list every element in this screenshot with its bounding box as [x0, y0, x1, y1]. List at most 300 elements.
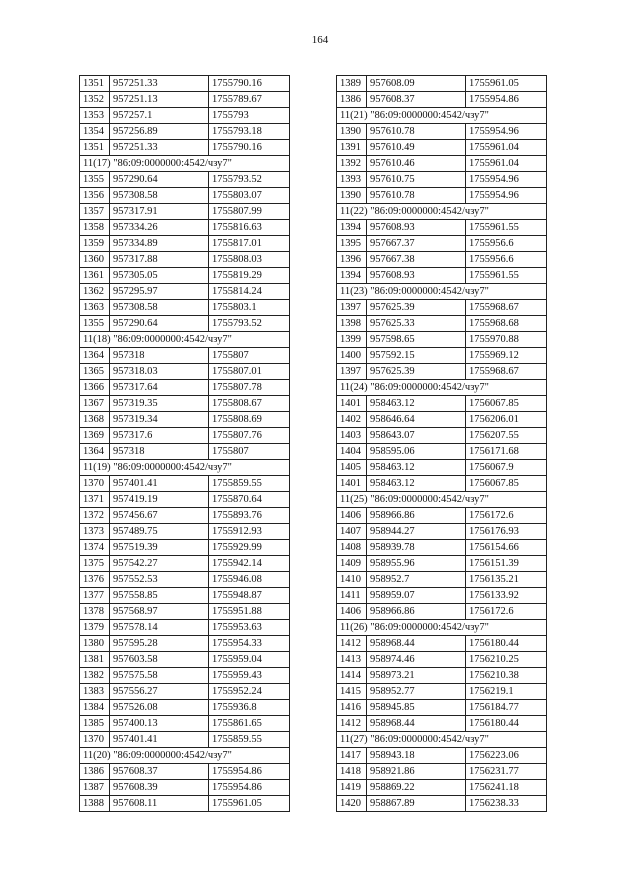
point-number-cell: 1414 [337, 668, 367, 684]
x-coordinate-cell: 957251.13 [110, 92, 209, 108]
section-label: 11(26) "86:09:0000000:4542/чзу7" [337, 620, 547, 636]
point-number-cell: 1406 [337, 604, 367, 620]
point-number-cell: 1381 [80, 652, 110, 668]
y-coordinate-cell: 1755790.16 [209, 140, 290, 156]
table-row [337, 156, 547, 172]
x-coordinate-cell: 957489.75 [110, 524, 209, 540]
table-row [80, 300, 290, 316]
x-coordinate-cell: 957317.6 [110, 428, 209, 444]
x-coordinate-cell: 957334.89 [110, 236, 209, 252]
x-coordinate-cell: 957592.15 [367, 348, 466, 364]
section-header-row [337, 204, 547, 220]
point-number-cell: 1419 [337, 780, 367, 796]
x-coordinate-cell: 957257.1 [110, 108, 209, 124]
x-coordinate-cell: 957456.67 [110, 508, 209, 524]
point-number-cell: 1408 [337, 540, 367, 556]
y-coordinate-cell: 1755959.04 [209, 652, 290, 668]
y-coordinate-cell: 1755807.01 [209, 364, 290, 380]
y-coordinate-cell: 1756210.38 [466, 668, 547, 684]
y-coordinate-cell: 1755819.29 [209, 268, 290, 284]
section-label: 11(19) "86:09:0000000:4542/чзу7" [80, 460, 290, 476]
table-row [80, 796, 290, 812]
point-number-cell: 1385 [80, 716, 110, 732]
table-row [80, 220, 290, 236]
x-coordinate-cell: 957667.37 [367, 236, 466, 252]
x-coordinate-cell: 957608.39 [110, 780, 209, 796]
point-number-cell: 1370 [80, 476, 110, 492]
y-coordinate-cell: 1755814.24 [209, 284, 290, 300]
x-coordinate-cell: 957578.14 [110, 620, 209, 636]
section-label: 11(20) "86:09:0000000:4542/чзу7" [80, 748, 290, 764]
point-number-cell: 1393 [337, 172, 367, 188]
right-coordinate-table-container [336, 75, 547, 812]
y-coordinate-cell: 1755793.52 [209, 172, 290, 188]
point-number-cell: 1402 [337, 412, 367, 428]
point-number-cell: 1391 [337, 140, 367, 156]
point-number-cell: 1364 [80, 348, 110, 364]
y-coordinate-cell: 1755954.96 [466, 172, 547, 188]
point-number-cell: 1397 [337, 364, 367, 380]
point-number-cell: 1417 [337, 748, 367, 764]
table-row [337, 556, 547, 572]
y-coordinate-cell: 1755808.67 [209, 396, 290, 412]
point-number-cell: 1366 [80, 380, 110, 396]
y-coordinate-cell: 1755956.6 [466, 236, 547, 252]
x-coordinate-cell: 957608.37 [367, 92, 466, 108]
point-number-cell: 1375 [80, 556, 110, 572]
table-row [337, 572, 547, 588]
table-row [337, 332, 547, 348]
y-coordinate-cell: 1756223.06 [466, 748, 547, 764]
y-coordinate-cell: 1755946.08 [209, 572, 290, 588]
x-coordinate-cell: 958955.96 [367, 556, 466, 572]
x-coordinate-cell: 957558.85 [110, 588, 209, 604]
table-row [337, 140, 547, 156]
x-coordinate-cell: 957667.38 [367, 252, 466, 268]
x-coordinate-cell: 957251.33 [110, 76, 209, 92]
point-number-cell: 1404 [337, 444, 367, 460]
x-coordinate-cell: 958952.77 [367, 684, 466, 700]
point-number-cell: 1409 [337, 556, 367, 572]
table-row [80, 348, 290, 364]
point-number-cell: 1387 [80, 780, 110, 796]
x-coordinate-cell: 957552.53 [110, 572, 209, 588]
table-row [337, 252, 547, 268]
y-coordinate-cell: 1756231.77 [466, 764, 547, 780]
x-coordinate-cell: 958939.78 [367, 540, 466, 556]
point-number-cell: 1410 [337, 572, 367, 588]
point-number-cell: 1401 [337, 396, 367, 412]
y-coordinate-cell: 1755968.68 [466, 316, 547, 332]
point-number-cell: 1364 [80, 444, 110, 460]
x-coordinate-cell: 958973.21 [367, 668, 466, 684]
x-coordinate-cell: 957610.49 [367, 140, 466, 156]
y-coordinate-cell: 1756206.01 [466, 412, 547, 428]
table-row [337, 508, 547, 524]
page-number: 164 [311, 34, 329, 46]
table-row [337, 636, 547, 652]
x-coordinate-cell: 958646.64 [367, 412, 466, 428]
x-coordinate-cell: 957334.26 [110, 220, 209, 236]
point-number-cell: 1382 [80, 668, 110, 684]
point-number-cell: 1389 [337, 76, 367, 92]
table-row [80, 572, 290, 588]
point-number-cell: 1356 [80, 188, 110, 204]
point-number-cell: 1403 [337, 428, 367, 444]
x-coordinate-cell: 958966.86 [367, 508, 466, 524]
table-row [337, 316, 547, 332]
y-coordinate-cell: 1755961.04 [466, 140, 547, 156]
table-row [80, 556, 290, 572]
point-number-cell: 1368 [80, 412, 110, 428]
y-coordinate-cell: 1756135.21 [466, 572, 547, 588]
x-coordinate-cell: 957610.75 [367, 172, 466, 188]
point-number-cell: 1397 [337, 300, 367, 316]
point-number-cell: 1374 [80, 540, 110, 556]
point-number-cell: 1383 [80, 684, 110, 700]
y-coordinate-cell: 1755808.69 [209, 412, 290, 428]
table-row [80, 380, 290, 396]
point-number-cell: 1365 [80, 364, 110, 380]
table-row [80, 140, 290, 156]
section-header-row [337, 492, 547, 508]
table-row [337, 364, 547, 380]
x-coordinate-cell: 957318 [110, 444, 209, 460]
y-coordinate-cell: 1755961.04 [466, 156, 547, 172]
point-number-cell: 1363 [80, 300, 110, 316]
y-coordinate-cell: 1755793.52 [209, 316, 290, 332]
x-coordinate-cell: 958944.27 [367, 524, 466, 540]
point-number-cell: 1373 [80, 524, 110, 540]
table-row [80, 476, 290, 492]
y-coordinate-cell: 1756172.6 [466, 508, 547, 524]
table-row [80, 732, 290, 748]
table-row [80, 588, 290, 604]
x-coordinate-cell: 957319.35 [110, 396, 209, 412]
y-coordinate-cell: 1755793 [209, 108, 290, 124]
y-coordinate-cell: 1755803.1 [209, 300, 290, 316]
point-number-cell: 1361 [80, 268, 110, 284]
y-coordinate-cell: 1755961.55 [466, 268, 547, 284]
y-coordinate-cell: 1756210.25 [466, 652, 547, 668]
point-number-cell: 1351 [80, 140, 110, 156]
table-row [80, 76, 290, 92]
x-coordinate-cell: 957308.58 [110, 300, 209, 316]
x-coordinate-cell: 957556.27 [110, 684, 209, 700]
x-coordinate-cell: 957608.93 [367, 268, 466, 284]
y-coordinate-cell: 1755893.76 [209, 508, 290, 524]
y-coordinate-cell: 1755954.86 [209, 780, 290, 796]
y-coordinate-cell: 1755954.86 [209, 764, 290, 780]
x-coordinate-cell: 957610.46 [367, 156, 466, 172]
left-coordinate-table [79, 75, 290, 812]
table-row [337, 764, 547, 780]
table-row [80, 508, 290, 524]
point-number-cell: 1406 [337, 508, 367, 524]
y-coordinate-cell: 1755954.33 [209, 636, 290, 652]
table-row [337, 652, 547, 668]
y-coordinate-cell: 1755793.18 [209, 124, 290, 140]
point-number-cell: 1371 [80, 492, 110, 508]
section-label: 11(21) "86:09:0000000:4542/чзу7" [337, 108, 547, 124]
y-coordinate-cell: 1756151.39 [466, 556, 547, 572]
point-number-cell: 1352 [80, 92, 110, 108]
table-row [337, 428, 547, 444]
point-number-cell: 1386 [337, 92, 367, 108]
section-label: 11(23) "86:09:0000000:4542/чзу7" [337, 284, 547, 300]
point-number-cell: 1413 [337, 652, 367, 668]
table-row [80, 204, 290, 220]
point-number-cell: 1386 [80, 764, 110, 780]
y-coordinate-cell: 1756133.92 [466, 588, 547, 604]
x-coordinate-cell: 958959.07 [367, 588, 466, 604]
point-number-cell: 1379 [80, 620, 110, 636]
table-row [337, 684, 547, 700]
table-row [80, 236, 290, 252]
point-number-cell: 1392 [337, 156, 367, 172]
table-row [80, 396, 290, 412]
table-row [80, 412, 290, 428]
x-coordinate-cell: 958952.7 [367, 572, 466, 588]
y-coordinate-cell: 1756207.55 [466, 428, 547, 444]
y-coordinate-cell: 1755952.24 [209, 684, 290, 700]
section-header-row [337, 620, 547, 636]
x-coordinate-cell: 957319.34 [110, 412, 209, 428]
point-number-cell: 1399 [337, 332, 367, 348]
y-coordinate-cell: 1755961.05 [209, 796, 290, 812]
table-row [337, 540, 547, 556]
y-coordinate-cell: 1755912.93 [209, 524, 290, 540]
table-row [337, 236, 547, 252]
section-header-row [337, 380, 547, 396]
y-coordinate-cell: 1755970.88 [466, 332, 547, 348]
y-coordinate-cell: 1755870.64 [209, 492, 290, 508]
point-number-cell: 1412 [337, 716, 367, 732]
point-number-cell: 1416 [337, 700, 367, 716]
point-number-cell: 1357 [80, 204, 110, 220]
table-row [337, 300, 547, 316]
point-number-cell: 1407 [337, 524, 367, 540]
y-coordinate-cell: 1755968.67 [466, 300, 547, 316]
table-row [80, 620, 290, 636]
table-row [80, 604, 290, 620]
y-coordinate-cell: 1755807 [209, 348, 290, 364]
y-coordinate-cell: 1755859.55 [209, 732, 290, 748]
y-coordinate-cell: 1755789.67 [209, 92, 290, 108]
point-number-cell: 1411 [337, 588, 367, 604]
table-row [337, 716, 547, 732]
point-number-cell: 1384 [80, 700, 110, 716]
x-coordinate-cell: 957290.64 [110, 172, 209, 188]
table-row [337, 604, 547, 620]
x-coordinate-cell: 957295.97 [110, 284, 209, 300]
y-coordinate-cell: 1755959.43 [209, 668, 290, 684]
y-coordinate-cell: 1755951.88 [209, 604, 290, 620]
x-coordinate-cell: 958463.12 [367, 396, 466, 412]
table-row [337, 748, 547, 764]
x-coordinate-cell: 957318.03 [110, 364, 209, 380]
table-row [337, 188, 547, 204]
point-number-cell: 1390 [337, 188, 367, 204]
x-coordinate-cell: 957608.11 [110, 796, 209, 812]
table-row [80, 540, 290, 556]
x-coordinate-cell: 957608.93 [367, 220, 466, 236]
point-number-cell: 1398 [337, 316, 367, 332]
table-row [80, 684, 290, 700]
y-coordinate-cell: 1755969.12 [466, 348, 547, 364]
y-coordinate-cell: 1755817.01 [209, 236, 290, 252]
x-coordinate-cell: 957290.64 [110, 316, 209, 332]
point-number-cell: 1390 [337, 124, 367, 140]
y-coordinate-cell: 1755954.96 [466, 124, 547, 140]
section-label: 11(17) "86:09:0000000:4542/чзу7" [80, 156, 290, 172]
y-coordinate-cell: 1756067.85 [466, 476, 547, 492]
point-number-cell: 1400 [337, 348, 367, 364]
section-label: 11(22) "86:09:0000000:4542/чзу7" [337, 204, 547, 220]
x-coordinate-cell: 957625.33 [367, 316, 466, 332]
x-coordinate-cell: 957317.88 [110, 252, 209, 268]
x-coordinate-cell: 957401.41 [110, 732, 209, 748]
x-coordinate-cell: 957308.58 [110, 188, 209, 204]
y-coordinate-cell: 1755954.86 [466, 92, 547, 108]
x-coordinate-cell: 957608.09 [367, 76, 466, 92]
x-coordinate-cell: 958595.06 [367, 444, 466, 460]
y-coordinate-cell: 1755816.63 [209, 220, 290, 236]
x-coordinate-cell: 957251.33 [110, 140, 209, 156]
section-header-row [337, 108, 547, 124]
table-row [337, 396, 547, 412]
y-coordinate-cell: 1755807 [209, 444, 290, 460]
point-number-cell: 1395 [337, 236, 367, 252]
table-row [337, 668, 547, 684]
x-coordinate-cell: 957595.28 [110, 636, 209, 652]
y-coordinate-cell: 1756171.68 [466, 444, 547, 460]
table-row [80, 492, 290, 508]
point-number-cell: 1360 [80, 252, 110, 268]
table-row [80, 172, 290, 188]
point-number-cell: 1369 [80, 428, 110, 444]
table-row [80, 124, 290, 140]
table-row [80, 188, 290, 204]
section-header-row [80, 460, 290, 476]
x-coordinate-cell: 957419.19 [110, 492, 209, 508]
y-coordinate-cell: 1755956.6 [466, 252, 547, 268]
section-label: 11(24) "86:09:0000000:4542/чзу7" [337, 380, 547, 396]
point-number-cell: 1394 [337, 268, 367, 284]
table-row [80, 652, 290, 668]
table-row [80, 716, 290, 732]
x-coordinate-cell: 957542.27 [110, 556, 209, 572]
table-row [80, 252, 290, 268]
y-coordinate-cell: 1755859.55 [209, 476, 290, 492]
table-row [80, 668, 290, 684]
x-coordinate-cell: 957256.89 [110, 124, 209, 140]
y-coordinate-cell: 1755803.07 [209, 188, 290, 204]
x-coordinate-cell: 957603.58 [110, 652, 209, 668]
x-coordinate-cell: 958869.22 [367, 780, 466, 796]
point-number-cell: 1401 [337, 476, 367, 492]
table-row [337, 444, 547, 460]
x-coordinate-cell: 957317.91 [110, 204, 209, 220]
x-coordinate-cell: 957608.37 [110, 764, 209, 780]
table-row [80, 636, 290, 652]
point-number-cell: 1396 [337, 252, 367, 268]
point-number-cell: 1372 [80, 508, 110, 524]
table-row [80, 364, 290, 380]
y-coordinate-cell: 1755790.16 [209, 76, 290, 92]
point-number-cell: 1355 [80, 172, 110, 188]
y-coordinate-cell: 1756241.18 [466, 780, 547, 796]
table-row [337, 268, 547, 284]
point-number-cell: 1353 [80, 108, 110, 124]
y-coordinate-cell: 1756180.44 [466, 636, 547, 652]
x-coordinate-cell: 957519.39 [110, 540, 209, 556]
table-row [80, 444, 290, 460]
point-number-cell: 1377 [80, 588, 110, 604]
section-header-row [80, 748, 290, 764]
table-row [337, 460, 547, 476]
point-number-cell: 1420 [337, 796, 367, 812]
x-coordinate-cell: 957318 [110, 348, 209, 364]
x-coordinate-cell: 957401.41 [110, 476, 209, 492]
section-label: 11(18) "86:09:0000000:4542/чзу7" [80, 332, 290, 348]
section-header-row [80, 156, 290, 172]
y-coordinate-cell: 1756219.1 [466, 684, 547, 700]
x-coordinate-cell: 957305.05 [110, 268, 209, 284]
section-header-row [337, 732, 547, 748]
x-coordinate-cell: 958643.07 [367, 428, 466, 444]
y-coordinate-cell: 1755808.03 [209, 252, 290, 268]
point-number-cell: 1351 [80, 76, 110, 92]
table-row [337, 588, 547, 604]
right-table-body [337, 76, 547, 812]
point-number-cell: 1394 [337, 220, 367, 236]
y-coordinate-cell: 1755807.76 [209, 428, 290, 444]
point-number-cell: 1358 [80, 220, 110, 236]
point-number-cell: 1378 [80, 604, 110, 620]
left-coordinate-table-container [79, 75, 290, 812]
table-row [80, 268, 290, 284]
y-coordinate-cell: 1756154.66 [466, 540, 547, 556]
y-coordinate-cell: 1756180.44 [466, 716, 547, 732]
y-coordinate-cell: 1755807.99 [209, 204, 290, 220]
x-coordinate-cell: 958463.12 [367, 460, 466, 476]
x-coordinate-cell: 958945.85 [367, 700, 466, 716]
table-row [337, 796, 547, 812]
table-row [337, 412, 547, 428]
y-coordinate-cell: 1755936.8 [209, 700, 290, 716]
y-coordinate-cell: 1755861.65 [209, 716, 290, 732]
right-coordinate-table [336, 75, 547, 812]
x-coordinate-cell: 958867.89 [367, 796, 466, 812]
table-row [337, 76, 547, 92]
table-row [80, 108, 290, 124]
table-row [80, 316, 290, 332]
table-row [80, 92, 290, 108]
section-header-row [80, 332, 290, 348]
point-number-cell: 1418 [337, 764, 367, 780]
point-number-cell: 1412 [337, 636, 367, 652]
x-coordinate-cell: 958921.86 [367, 764, 466, 780]
point-number-cell: 1376 [80, 572, 110, 588]
point-number-cell: 1405 [337, 460, 367, 476]
table-row [337, 172, 547, 188]
table-row [337, 476, 547, 492]
x-coordinate-cell: 957575.58 [110, 668, 209, 684]
point-number-cell: 1367 [80, 396, 110, 412]
table-row [80, 284, 290, 300]
y-coordinate-cell: 1756238.33 [466, 796, 547, 812]
